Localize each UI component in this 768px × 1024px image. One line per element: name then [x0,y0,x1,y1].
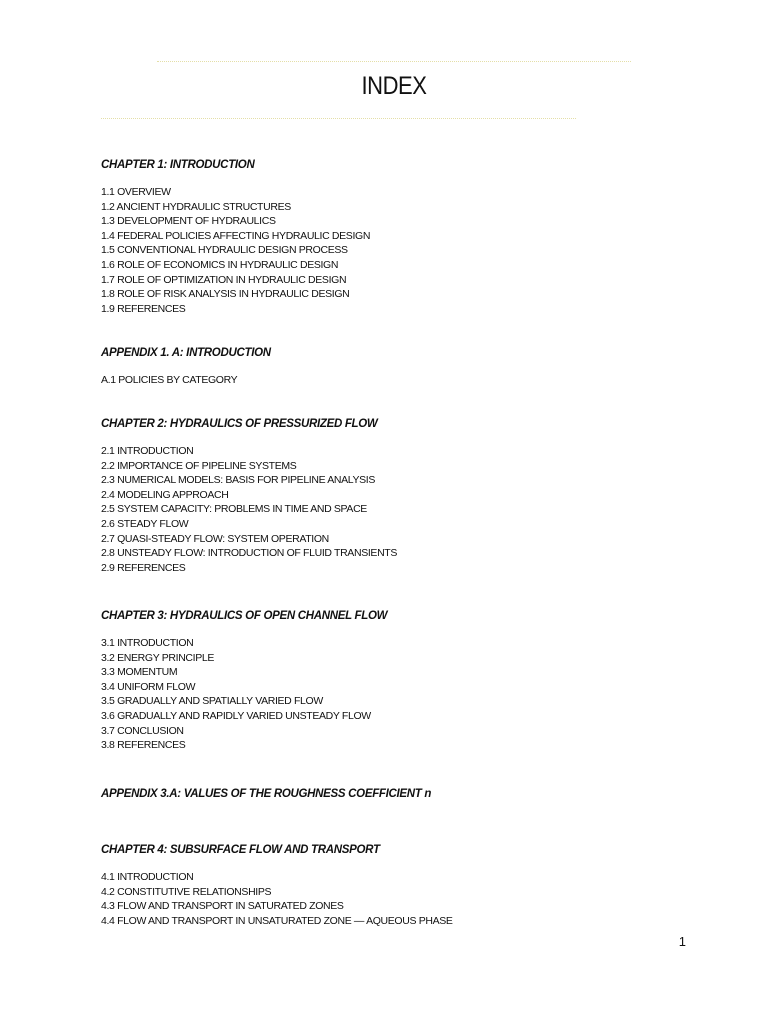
section-chapter-3 [101,609,661,753]
section-chapter-4 [101,843,661,928]
list-item: 1.7 ROLE OF OPTIMIZATION IN HYDRAULIC DESIGN [101,273,347,286]
section-heading: CHAPTER 4: SUBSURFACE FLOW AND TRANSPORT [101,844,380,856]
list-item: 3.1 INTRODUCTION [101,637,194,649]
list-item: 3.5 GRADUALLY AND SPATIALLY VARIED FLOW [101,695,323,708]
list-item: 1.5 CONVENTIONAL HYDRAULIC DESIGN PROCESS [101,244,348,257]
section-item-list [101,185,661,316]
list-item: 1.2 ANCIENT HYDRAULIC STRUCTURES [101,200,291,213]
section-chapter-1 [101,158,661,316]
section-item-list [101,870,661,928]
list-item: 4.2 CONSTITUTIVE RELATIONSHIPS [101,885,272,898]
section-heading: APPENDIX 1. A: INTRODUCTION [101,347,271,359]
section-heading: CHAPTER 3: HYDRAULICS OF OPEN CHANNEL FLOW [101,610,388,622]
section-item-list [101,444,661,575]
bottom-dotted-rule [101,118,576,119]
list-item: 2.8 UNSTEADY FLOW: INTRODUCTION OF FLUID TRANSIENTS [101,547,398,560]
list-item: 1.9 REFERENCES [101,302,186,315]
list-item: 1.6 ROLE OF ECONOMICS IN HYDRAULIC DESIGN [101,258,339,271]
section-item-list [101,373,661,388]
list-item: 1.1 OVERVIEW [101,186,171,198]
page-number: 1 [678,934,686,949]
list-item: 2.2 IMPORTANCE OF PIPELINE SYSTEMS [101,459,297,472]
page-title: INDEX [361,72,427,100]
section-heading: APPENDIX 3.A: VALUES OF THE ROUGHNESS COEFFICIENT n [101,788,432,800]
list-item: 2.4 MODELING APPROACH [101,488,229,501]
list-item: 2.9 REFERENCES [101,561,186,574]
list-item: 2.6 STEADY FLOW [101,517,189,530]
section-heading: CHAPTER 2: HYDRAULICS OF PRESSURIZED FLOW [101,418,378,430]
section-chapter-2 [101,417,661,575]
list-item: 1.3 DEVELOPMENT OF HYDRAULICS [101,215,276,228]
section-item-list [101,636,661,753]
section-appendix-3a [101,787,661,814]
list-item: 1.4 FEDERAL POLICIES AFFECTING HYDRAULIC DESIGN [101,229,371,242]
section-heading: CHAPTER 1: INTRODUCTION [101,159,255,171]
list-item: 3.3 MOMENTUM [101,666,178,679]
list-item: 2.1 INTRODUCTION [101,445,194,457]
top-dotted-rule [157,61,631,62]
list-item: 4.4 FLOW AND TRANSPORT IN UNSATURATED ZONE — AQUEOUS PHASE [101,914,453,927]
list-item: 2.5 SYSTEM CAPACITY: PROBLEMS IN TIME AND SPACE [101,503,367,516]
list-item: 1.8 ROLE OF RISK ANALYSIS IN HYDRAULIC DESIGN [101,288,350,301]
list-item: 3.4 UNIFORM FLOW [101,680,196,693]
list-item: 3.7 CONCLUSION [101,724,184,737]
list-item: 3.2 ENERGY PRINCIPLE [101,651,215,664]
list-item: 3.8 REFERENCES [101,739,186,752]
list-item: 4.1 INTRODUCTION [101,871,194,883]
list-item: 4.3 FLOW AND TRANSPORT IN SATURATED ZONES [101,900,344,913]
list-item: 2.3 NUMERICAL MODELS: BASIS FOR PIPELINE ANALYSIS [101,474,376,487]
list-item: A.1 POLICIES BY CATEGORY [101,374,238,386]
list-item: 2.7 QUASI-STEADY FLOW: SYSTEM OPERATION [101,532,329,545]
list-item: 3.6 GRADUALLY AND RAPIDLY VARIED UNSTEADY FLOW [101,709,371,722]
section-appendix-1a [101,346,661,388]
